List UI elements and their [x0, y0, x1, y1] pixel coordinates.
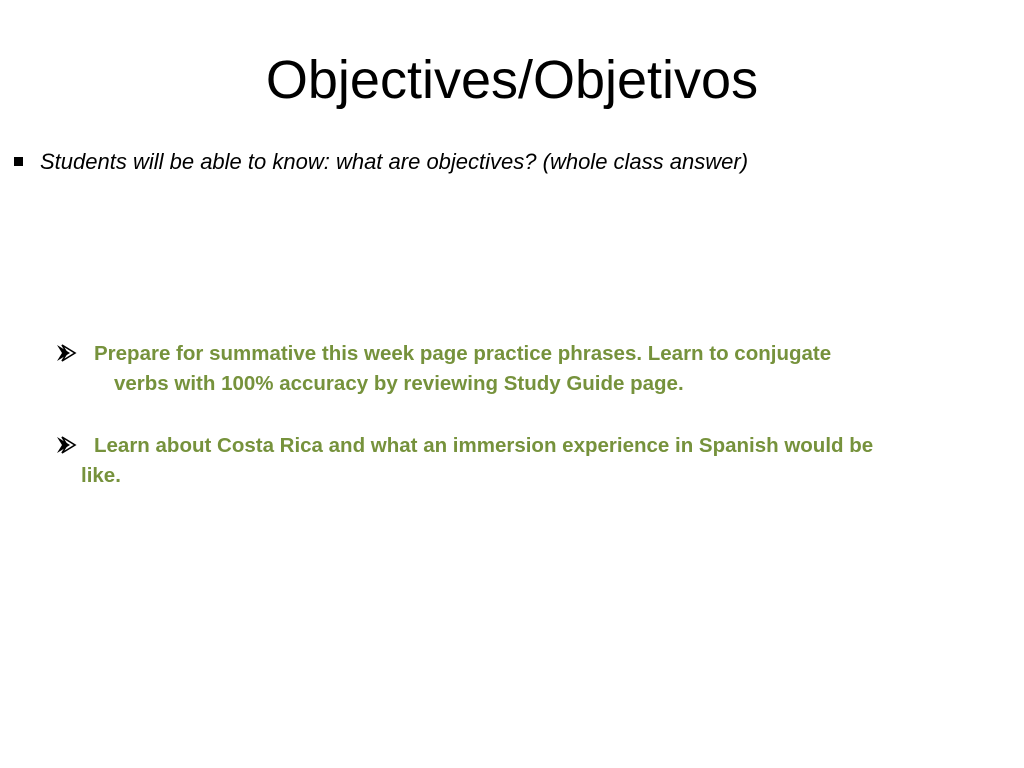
bullet-item	[14, 148, 1004, 176]
arrow-bullet-icon	[56, 344, 82, 362]
objective-text-2-line1: Learn about Costa Rica and what an immersion experience in Spanish would be	[94, 434, 874, 457]
arrow-bullet-icon	[56, 436, 82, 454]
objective-text-2-line2: like.	[81, 464, 121, 487]
objective-text-1	[94, 339, 831, 399]
bullet-text: Students will be able to know: what are objectives? (whole class answer)	[40, 149, 749, 174]
objective-item-1	[56, 339, 1006, 399]
slide-title: Objectives/Objetivos	[265, 50, 759, 110]
objective-text-1-line2: verbs with 100% accuracy by reviewing Study Guide page.	[114, 372, 684, 395]
square-bullet-icon	[14, 157, 23, 166]
objective-item-2	[56, 431, 1006, 491]
objective-text-2	[81, 431, 874, 491]
objective-text-1-line1: Prepare for summative this week page practice phrases. Learn to conjugate	[94, 342, 832, 365]
